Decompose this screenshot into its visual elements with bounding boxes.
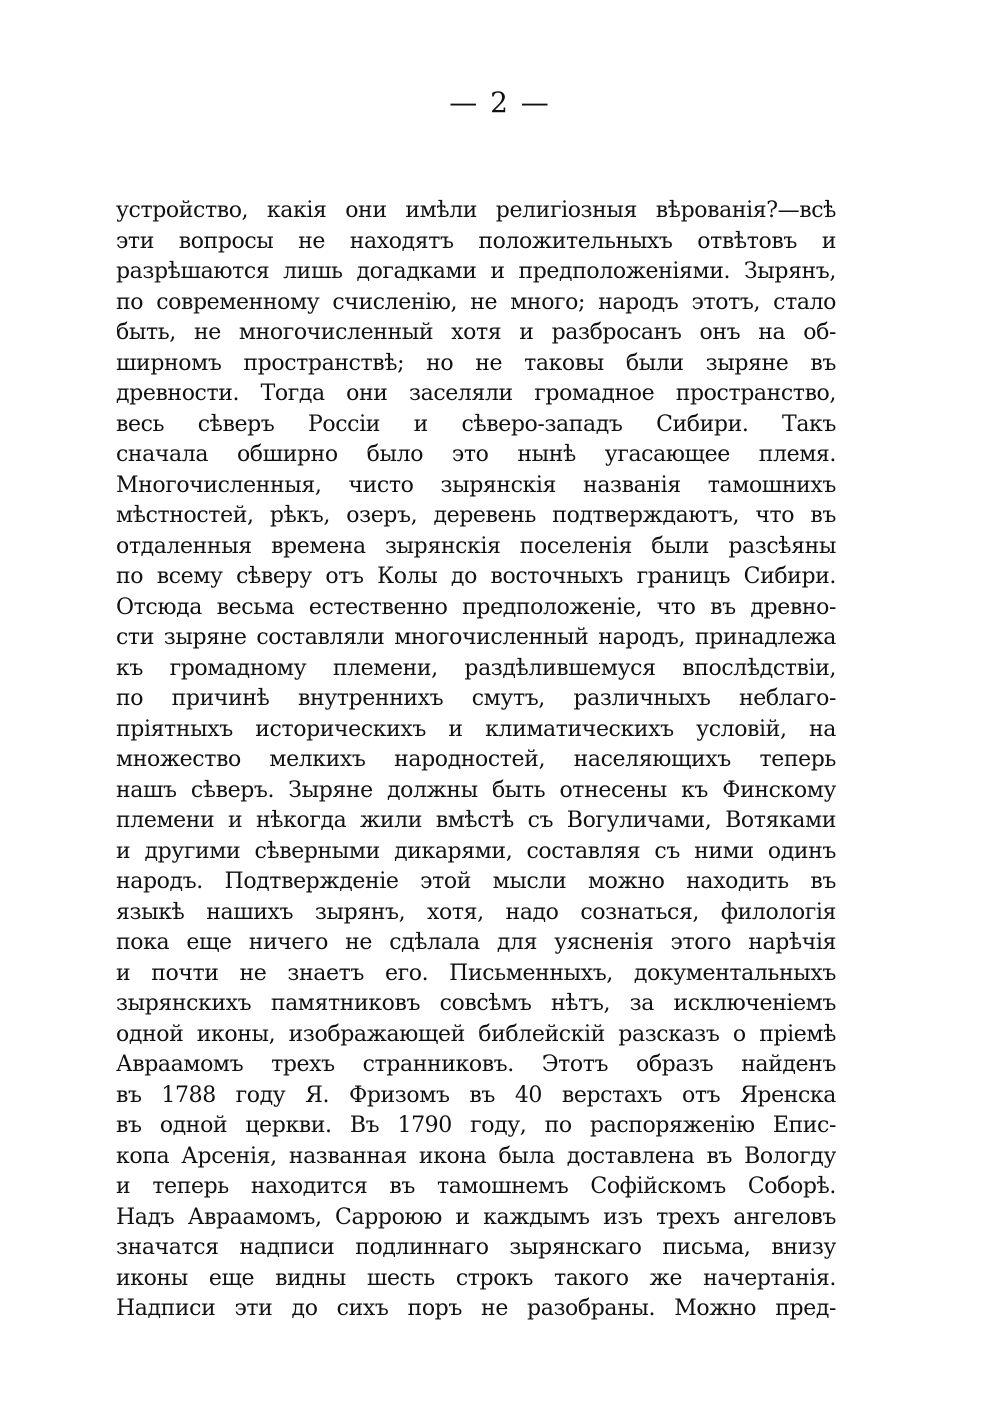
text-line: по причинѣ внутреннихъ смутъ, различныхъ неблаго- (116, 686, 836, 711)
text-line: копа Арсенія, названная икона была доставлена въ Вологду (116, 1143, 836, 1169)
text-line: по современному счисленію, не много; народъ этотъ, стало (116, 289, 836, 315)
body-text (116, 196, 836, 1325)
page-number: — 2 — (449, 86, 551, 119)
text-line: мѣстностей, рѣкъ, озеръ, деревень подтверждаютъ, что въ (116, 503, 836, 528)
text-line: языкѣ нашихъ зырянъ, хотя, надо сознаться, филологія (116, 899, 836, 925)
text-line: сти зыряне составляли многочисленный народъ, принадлежа (116, 625, 836, 650)
text-line: иконы еще видны шесть строкъ такого же начертанія. (116, 1265, 836, 1291)
text-line: къ громадному племени, раздѣлившемуся впослѣдствіи, (116, 655, 836, 681)
text-line: и почти не знаетъ его. Письменныхъ, документальныхъ (116, 960, 836, 986)
text-line: Надписи эти до сихъ поръ не разобраны. Можно пред- (116, 1296, 836, 1321)
text-line: пока еще ничего не сдѣлала для уясненія этого нарѣчія (116, 930, 836, 955)
text-line: множество мелкихъ народностей, населяющихъ теперь (116, 747, 836, 772)
text-line: въ одной церкви. Въ 1790 году, по распоряженію Епис- (116, 1113, 836, 1138)
text-line: устройство, какія они имѣли религіозныя вѣрованія?—всѣ (116, 198, 836, 223)
text-line: быть, не многочисленный хотя и разбросанъ онъ на об- (116, 320, 836, 345)
text-line: народъ. Подтвержденіе этой мысли можно находить въ (116, 869, 836, 894)
text-line: эти вопросы не находятъ положительныхъ отвѣтовъ и (116, 228, 836, 254)
text-line: сначала обширно было это нынѣ угасающее племя. (116, 442, 836, 467)
text-line: отдаленныя времена зырянскія поселенія были разсѣяны (116, 533, 836, 559)
text-line: нашъ сѣверъ. Зыряне должны быть отнесены къ Финскому (116, 777, 836, 803)
text-line: разрѣшаются лишь догадками и предположеніями. Зырянъ, (116, 259, 836, 284)
text-line: по всему сѣверу отъ Колы до восточныхъ границъ Сибири. (116, 564, 836, 589)
text-line: Многочисленныя, чисто зырянскія названія тамошнихъ (116, 472, 836, 498)
text-line: и другими сѣверными дикарями, составляя съ ними одинъ (116, 838, 836, 864)
text-line: Отсюда весьма естественно предположеніе, что въ древно- (116, 594, 836, 620)
text-line: Авраамомъ трехъ странниковъ. Этотъ образъ найденъ (116, 1052, 836, 1077)
text-line: значатся надписи подлиннаго зырянскаго письма, внизу (116, 1235, 836, 1260)
text-line: племени и нѣкогда жили вмѣстѣ съ Вогуличами, Вотяками (116, 808, 836, 833)
text-line: одной иконы, изображающей библейскій разсказъ о пріемѣ (116, 1021, 836, 1047)
text-line: и теперь находится въ тамошнемъ Софійскомъ Соборѣ. (116, 1174, 836, 1199)
text-line: Надъ Авраамомъ, Сарроюю и каждымъ изъ трехъ ангеловъ (116, 1204, 836, 1230)
text-line: весь сѣверъ Россіи и сѣверо-западъ Сибири. Такъ (116, 411, 836, 437)
text-line: древности. Тогда они заселяли громадное пространство, (116, 381, 836, 406)
text-line: пріятныхъ историческихъ и климатическихъ условій, на (116, 716, 836, 742)
text-line: ширномъ пространствѣ; но не таковы были зыряне въ (116, 350, 836, 376)
text-line: зырянскихъ памятниковъ совсѣмъ нѣтъ, за исключеніемъ (116, 991, 836, 1016)
text-line: въ 1788 году Я. Фризомъ въ 40 верстахъ отъ Яренска (116, 1082, 836, 1108)
